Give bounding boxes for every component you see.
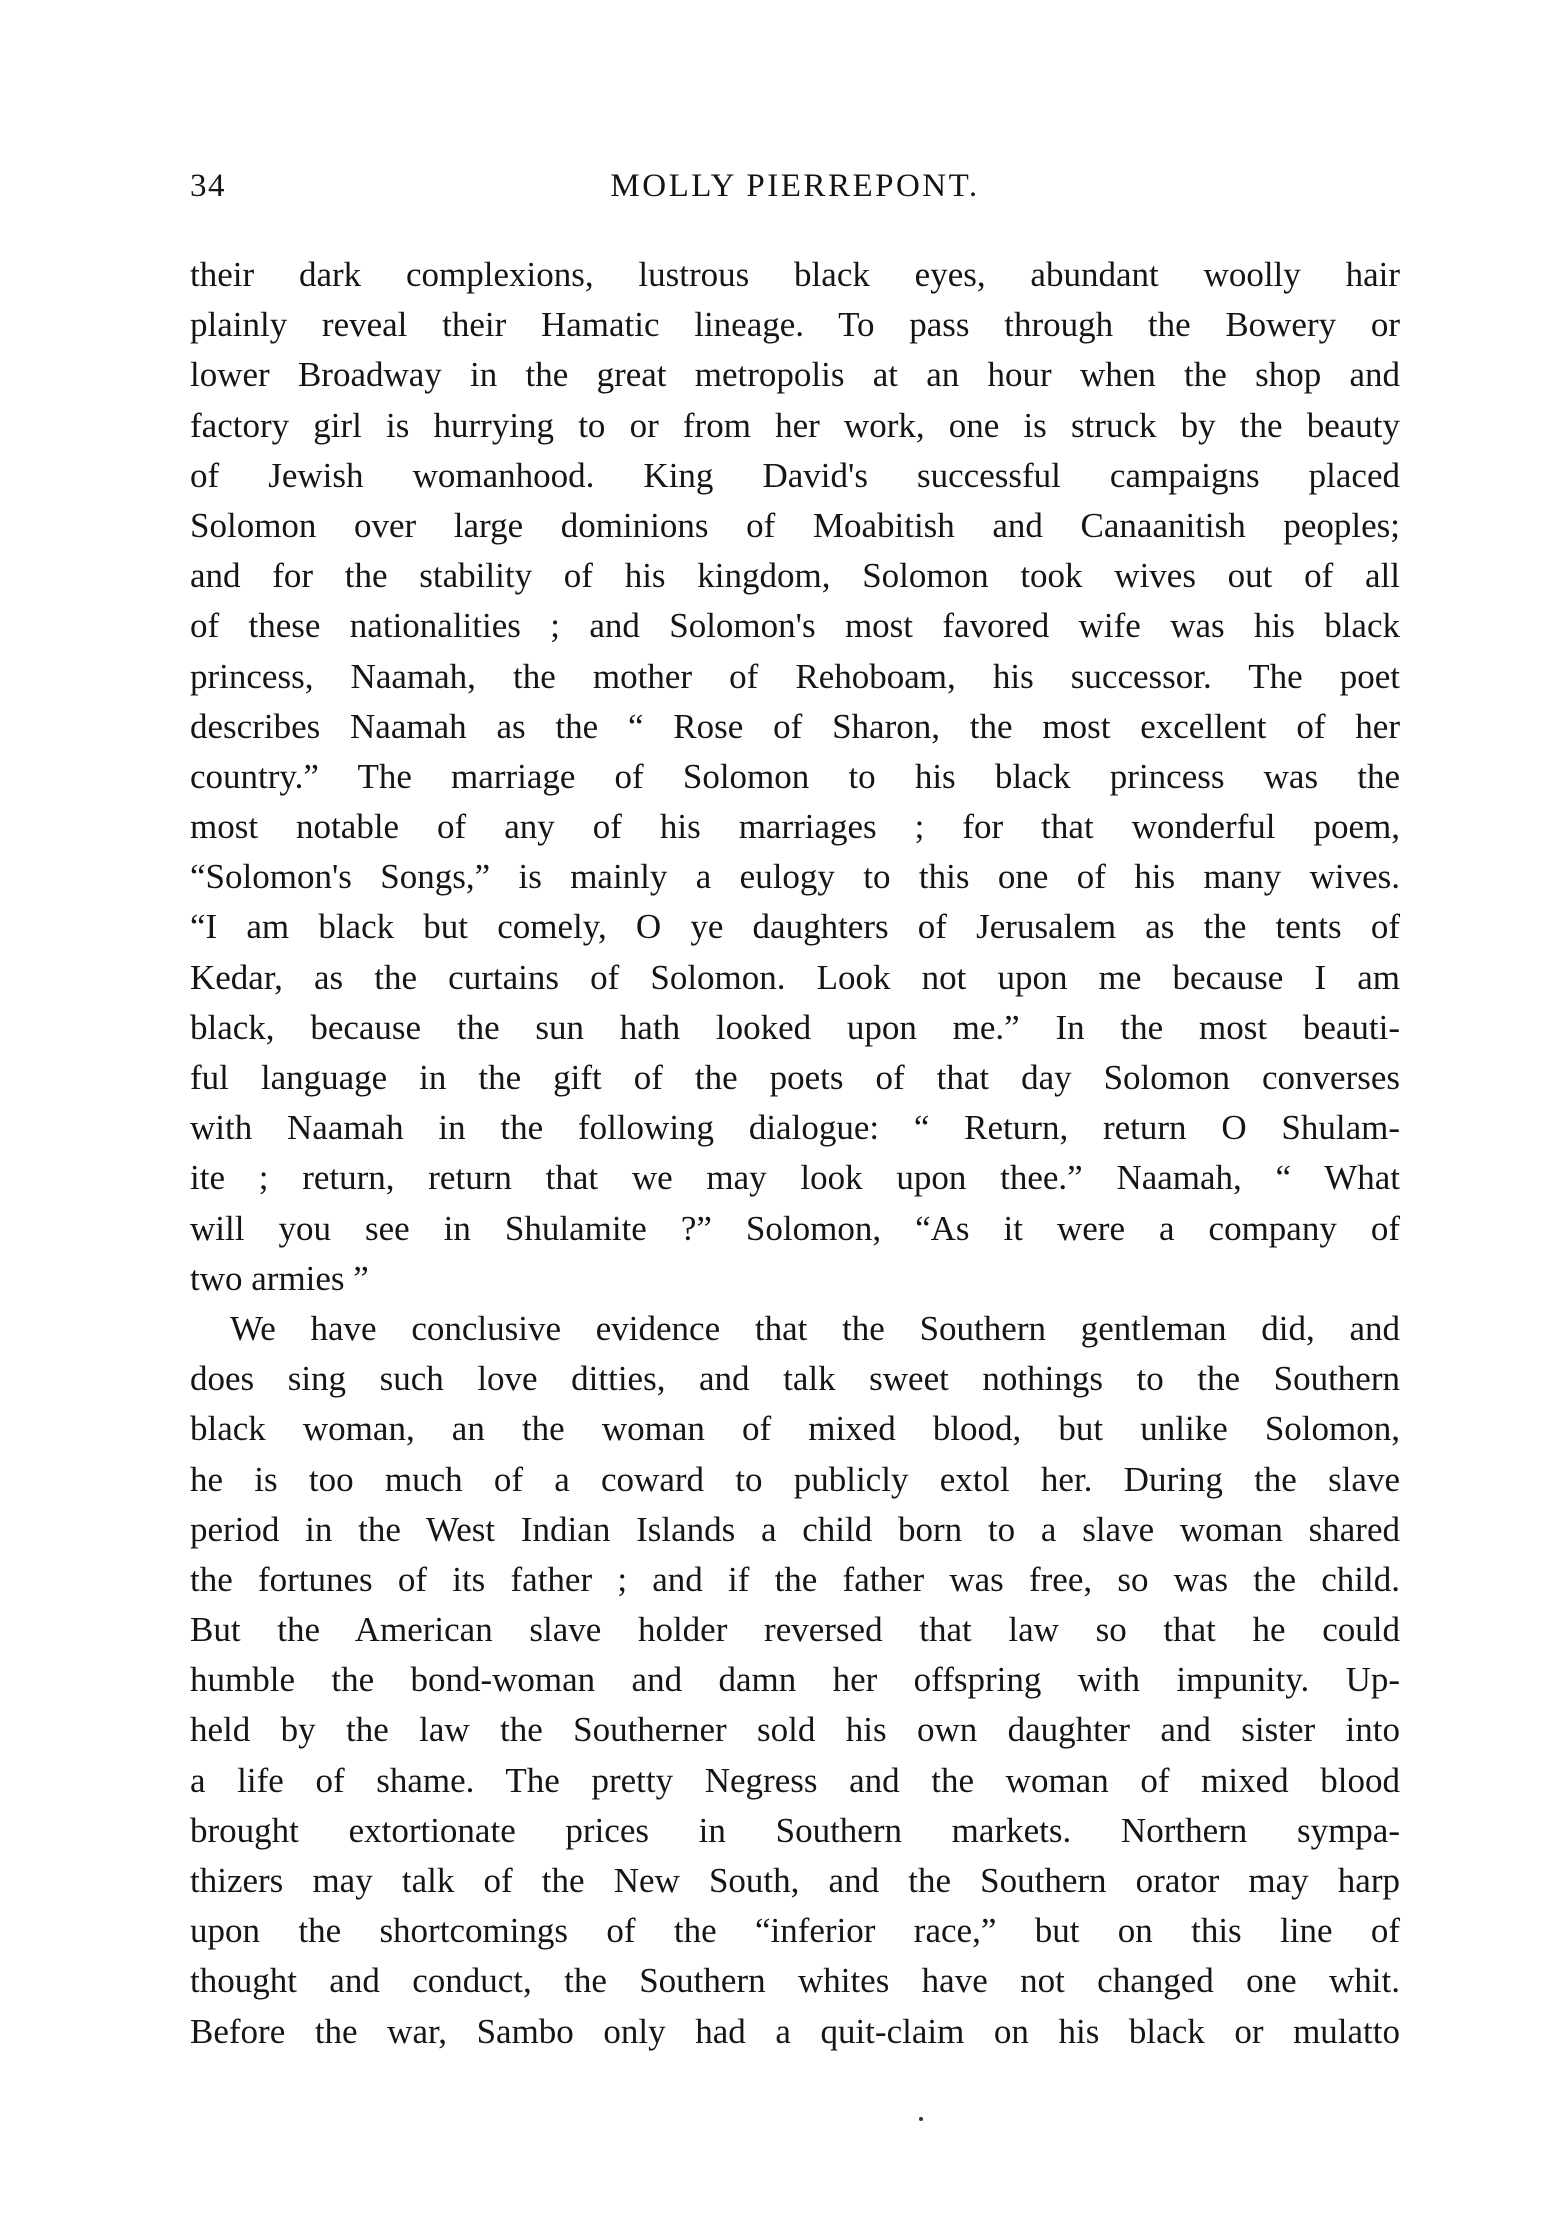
text-line: will you see in Shulamite ?” Solomon, “As it were a company of — [190, 1208, 1400, 1248]
text-line: two armies ” — [190, 1258, 369, 1298]
text-line: Kedar, as the curtains of Solomon. Look not upon me because I am — [190, 957, 1400, 997]
page-number: 34 — [190, 168, 226, 204]
text-line: Before the war, Sambo only had a quit-claim on his black or mulatto — [190, 2011, 1400, 2051]
text-line: describes Naamah as the “ Rose of Sharon, the most excellent of her — [190, 706, 1400, 746]
print-speck — [919, 2117, 923, 2121]
text-line: most notable of any of his marriages ; for that wonderful poem, — [190, 807, 1400, 847]
text-line: he is too much of a coward to publicly extol her. During the slave — [190, 1459, 1400, 1499]
text-line: upon the shortcomings of the “inferior race,” but on this line of — [190, 1911, 1400, 1951]
text-line: period in the West Indian Islands a child born to a slave woman shared — [190, 1509, 1400, 1549]
running-title: MOLLY PIERREPONT. — [610, 168, 980, 204]
text-line: the fortunes of its father ; and if the father was free, so was the child. — [190, 1559, 1400, 1599]
body-text — [190, 250, 1400, 2057]
text-line: and for the stability of his kingdom, Solomon took wives out of all — [190, 556, 1400, 596]
text-line: black woman, an the woman of mixed blood, but unlike Solomon, — [190, 1409, 1400, 1449]
text-line: brought extortionate prices in Southern markets. Northern sympa- — [190, 1810, 1400, 1850]
text-line: does sing such love ditties, and talk sweet nothings to the Southern — [190, 1359, 1400, 1399]
text-line: held by the law the Southerner sold his own daughter and sister into — [190, 1710, 1400, 1750]
text-line: black, because the sun hath looked upon me.” In the most beauti- — [190, 1007, 1400, 1047]
text-line: But the American slave holder reversed that law so that he could — [190, 1610, 1400, 1650]
text-line: thizers may talk of the New South, and the Southern orator may harp — [190, 1861, 1400, 1900]
text-line: humble the bond-woman and damn her offspring with impunity. Up- — [190, 1660, 1400, 1700]
text-line: Solomon over large dominions of Moabitish and Canaanitish peoples; — [190, 505, 1400, 545]
text-line: with Naamah in the following dialogue: “ Return, return O Shulam- — [190, 1108, 1400, 1148]
text-line: “I am black but comely, O ye daughters of Jerusalem as the tents of — [190, 907, 1400, 947]
text-line: “Solomon's Songs,” is mainly a eulogy to this one of his many wives. — [190, 857, 1400, 897]
text-line: country.” The marriage of Solomon to his black princess was the — [190, 756, 1400, 796]
text-line: plainly reveal their Hamatic lineage. To pass through the Bowery or — [190, 305, 1400, 345]
text-line: thought and conduct, the Southern whites have not changed one whit. — [190, 1961, 1400, 2001]
text-line: a life of shame. The pretty Negress and the woman of mixed blood — [190, 1760, 1400, 1800]
paragraph-1 — [190, 250, 1400, 1304]
text-line: factory girl is hurrying to or from her work, one is struck by the beauty — [190, 405, 1400, 445]
text-line: lower Broadway in the great metropolis at an hour when the shop and — [190, 355, 1400, 395]
text-line: ite ; return, return that we may look upon thee.” Naamah, “ What — [190, 1158, 1400, 1198]
text-line: princess, Naamah, the mother of Rehoboam, his successor. The poet — [190, 656, 1400, 696]
text-line: their dark complexions, lustrous black eyes, abundant woolly hair — [190, 255, 1400, 294]
text-line: We have conclusive evidence that the Southern gentleman did, and — [230, 1308, 1400, 1348]
text-line: of these nationalities ; and Solomon's most favored wife was his black — [190, 606, 1400, 646]
running-head — [190, 168, 1400, 228]
text-line: ful language in the gift of the poets of that day Solomon converses — [190, 1058, 1400, 1097]
paragraph-2 — [190, 1304, 1400, 2057]
text-line: of Jewish womanhood. King David's successful campaigns placed — [190, 455, 1400, 495]
